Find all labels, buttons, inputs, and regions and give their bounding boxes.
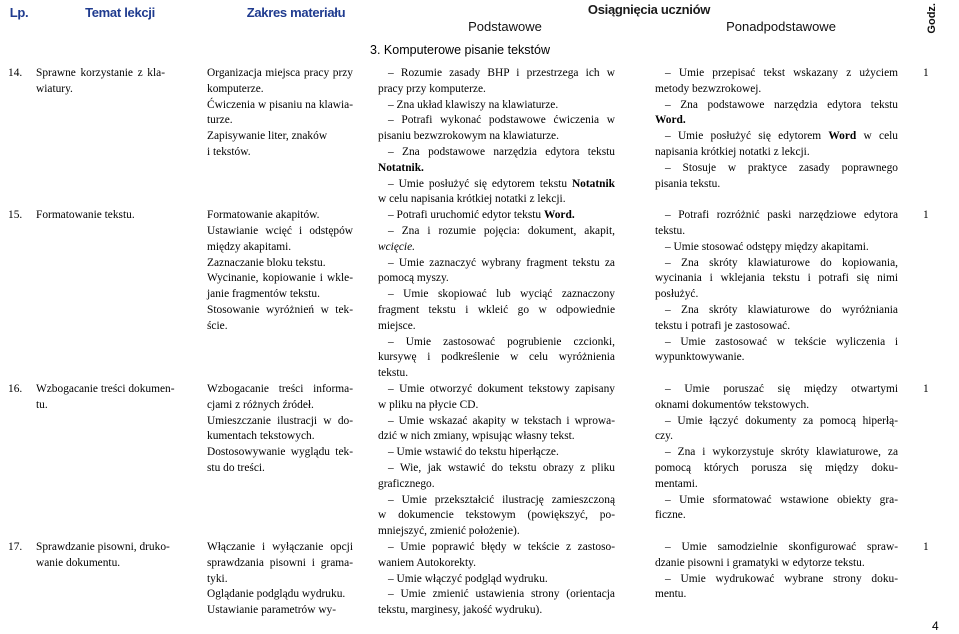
bold-text: Word xyxy=(828,130,857,143)
lesson-topic-cell xyxy=(36,382,207,414)
achievement-item xyxy=(378,572,615,588)
header-scope: Zakres materiału xyxy=(246,5,346,20)
text-line: Stosowanie wyróżnień w tek- xyxy=(207,303,353,316)
text-line xyxy=(378,240,615,256)
text-line: – Rozumie zasady BHP i przestrzega ich w xyxy=(388,67,615,79)
achievement-item xyxy=(378,256,615,288)
lesson-scope xyxy=(207,208,353,334)
lesson-scope-cell xyxy=(207,382,378,477)
text-line: – Potrafi wykonać podstawowe ćwiczenia w xyxy=(388,114,615,127)
lesson-number: 14. xyxy=(8,67,23,79)
text-line: Umieszczanie ilustracji w do- xyxy=(207,414,353,427)
lesson-topic xyxy=(36,382,175,414)
text-line: oknami dokumentów tekstowych. xyxy=(655,398,810,411)
text-line: – Zna skróty klawiaturowe do wyróżniania xyxy=(665,303,898,316)
text-line: w celu napisania krótkiej notatki z lekcji. xyxy=(378,193,566,206)
text-line: – Umie otworzyć dokument tekstowy zapisany xyxy=(388,382,615,395)
text-line: – Umie zmienić ustawienia strony (orientacja xyxy=(388,588,615,601)
section-title: 3. Komputerowe pisanie tekstów xyxy=(370,43,550,57)
scope-item xyxy=(207,587,353,603)
scope-item xyxy=(207,98,353,130)
text-line: – Umie wskazać akapity w tekstach i wprowa- xyxy=(388,414,615,427)
header-hours: Godz. xyxy=(926,3,938,34)
achievement-item xyxy=(655,382,898,414)
scope-item xyxy=(207,208,353,224)
text-line: Sprawdzanie pisowni, druko- xyxy=(36,540,170,553)
text-line: ficzne. xyxy=(655,509,686,522)
achievement-item xyxy=(655,414,898,446)
text-line: wypunktowywanie. xyxy=(655,351,745,364)
header-basic: Podstawowe xyxy=(468,19,542,34)
text-line: – Zna i rozumie pojęcia: dokument, akapit, xyxy=(388,224,615,237)
text-line: – Umie wstawić do tekstu hiperłącze. xyxy=(388,446,559,459)
lesson-row xyxy=(8,66,947,208)
basic-achievements-cell xyxy=(378,66,655,208)
advanced-achievements xyxy=(655,66,898,192)
text-line: Dostosowywanie wyglądu tek- xyxy=(207,446,353,459)
text-line: – Umie zaznaczyć wybrany fragment tekstu za xyxy=(388,256,615,269)
basic-achievements xyxy=(378,66,615,208)
achievement-item xyxy=(655,66,898,98)
advanced-achievements-cell xyxy=(655,540,915,603)
lesson-row xyxy=(8,208,947,382)
achievement-item xyxy=(378,461,615,493)
text-line: janie fragmentów tekstu. xyxy=(207,288,320,301)
basic-achievements xyxy=(378,382,615,540)
text-line: Wzbogacanie treści dokumen- xyxy=(36,382,175,395)
achievement-item xyxy=(655,129,898,161)
achievement-item xyxy=(655,335,898,367)
text-line: dzić w nich zmiany, wpisując własny tekst. xyxy=(378,430,575,443)
achievement-item xyxy=(655,303,898,335)
topic-text xyxy=(36,382,175,414)
achievement-item xyxy=(655,572,898,604)
text-line: stu do treści. xyxy=(207,461,265,474)
scope-item xyxy=(207,603,353,619)
text-line: turze. xyxy=(207,114,233,127)
text-line: – Umie sformatować wstawione obiekty gra- xyxy=(665,493,898,506)
lesson-topic-cell xyxy=(36,66,207,98)
text-line: graficznego. xyxy=(378,477,435,490)
text-line: dzanie pisowni i gramatyki w edytorze tekstu. xyxy=(655,556,865,569)
text-line: w dokumencie tekstowym (powiększyć, po- xyxy=(378,509,615,522)
achievement-item xyxy=(378,445,615,461)
text-line: wanie dokumentu. xyxy=(36,556,121,569)
text-line: – Zna podstawowe narzędzia edytora tekstu xyxy=(388,145,615,158)
text-line: mentami. xyxy=(655,477,698,490)
lesson-topic-cell xyxy=(36,208,207,224)
text-line: Wycinanie, kopiowanie i wkle- xyxy=(207,272,353,285)
scope-item xyxy=(207,382,353,414)
text-line: metody bezwzrokowej. xyxy=(655,82,762,95)
topic-text xyxy=(36,540,170,572)
text-line: – Umie samodzielnie skonfigurować spraw- xyxy=(665,540,898,553)
lesson-hours: 1 xyxy=(923,540,929,553)
achievement-item xyxy=(378,335,615,382)
scope-item xyxy=(207,145,353,161)
text-line: Zaznaczanie bloku tekstu. xyxy=(207,256,326,269)
text-line: pisania tekstu. xyxy=(655,177,721,190)
achievement-item xyxy=(655,540,898,572)
advanced-achievements-cell xyxy=(655,66,915,192)
lesson-row xyxy=(8,382,947,540)
text-line: waniem Autokorekty. xyxy=(378,556,476,569)
text-line: – Zna układ klawiszy na klawiaturze. xyxy=(388,98,559,111)
lesson-topic xyxy=(36,66,165,98)
text-line: Ćwiczenia w pisaniu na klawia- xyxy=(207,98,353,111)
lesson-topic xyxy=(36,208,165,224)
text-line: Oglądanie podglądu wydruku. xyxy=(207,588,346,601)
text-line: wycinania i wklejania tekstu i potrafi się nimi xyxy=(655,272,898,285)
achievement-item xyxy=(378,113,615,145)
lesson-scope-cell xyxy=(207,66,378,161)
text-line: tu. xyxy=(36,398,48,411)
achievement-item xyxy=(655,161,898,193)
topic-text xyxy=(36,66,165,98)
achievement-item xyxy=(655,240,898,256)
achievement-item xyxy=(378,414,615,446)
lesson-scope-cell xyxy=(207,540,378,619)
lesson-table xyxy=(8,66,947,619)
lesson-hours: 1 xyxy=(923,382,929,395)
text-line: czy. xyxy=(655,430,673,443)
achievement-item xyxy=(378,208,615,224)
text-line: między akapitami. xyxy=(207,240,292,253)
lesson-hours: 1 xyxy=(923,209,929,222)
text-line: – Stosuje w praktyce zasady poprawnego xyxy=(665,161,898,174)
text-segment: w celu xyxy=(856,130,898,143)
bold-text: Notatnik. xyxy=(378,161,424,174)
text-line: tyki. xyxy=(207,572,228,585)
achievement-item xyxy=(378,177,615,209)
lesson-scope xyxy=(207,382,353,477)
achievement-item xyxy=(655,208,898,240)
text-line: – Wie, jak wstawić do tekstu obrazy z pliku xyxy=(388,461,615,474)
text-line: tekstu i potrafi je zastosować. xyxy=(655,319,791,332)
text-line: – Umie stosować odstępy między akapitami. xyxy=(665,240,869,253)
lesson-scope xyxy=(207,66,353,161)
text-line: pomocą myszy. xyxy=(378,272,449,285)
lesson-number: 17. xyxy=(8,540,23,553)
text-line xyxy=(378,208,615,224)
lesson-number: 16. xyxy=(8,382,23,395)
scope-item xyxy=(207,66,353,98)
advanced-achievements-cell xyxy=(655,382,915,524)
scope-item xyxy=(207,271,353,303)
text-line: kumentach tekstowych. xyxy=(207,430,315,443)
achievement-item xyxy=(378,587,615,619)
text-line: kursywę i podkreślenie w celu wyróżnienia xyxy=(378,351,615,364)
achievement-item xyxy=(655,493,898,525)
text-line: i tekstów. xyxy=(207,145,251,158)
scope-item xyxy=(207,445,353,477)
scope-item xyxy=(207,303,353,335)
lesson-hours: 1 xyxy=(923,67,929,79)
text-line: Ustawianie parametrów wy- xyxy=(207,604,337,617)
lesson-scope-cell xyxy=(207,208,378,334)
text-line: fragment tekstu i wkleić go w odpowiednie xyxy=(378,303,615,316)
advanced-achievements xyxy=(655,208,898,366)
page-number: 4 xyxy=(932,619,939,633)
advanced-achievements-cell xyxy=(655,208,915,366)
scope-item xyxy=(207,414,353,446)
achievement-item xyxy=(378,382,615,414)
text-line: Sprawne korzystanie z kla- xyxy=(36,67,165,79)
basic-achievements-cell xyxy=(378,540,655,619)
text-line: mniejszyć, zmienić położenie). xyxy=(378,525,520,538)
text-line xyxy=(655,129,898,145)
text-line: – Umie przekształcić ilustrację zamieszczoną xyxy=(388,493,615,506)
scope-item xyxy=(207,224,353,256)
text-line: tekstu. xyxy=(378,367,409,380)
scope-item xyxy=(207,256,353,272)
text-line: – Zna skróty klawiaturowe do kopiowania, xyxy=(665,256,898,269)
achievement-item xyxy=(655,256,898,303)
text-line: pracy przy komputerze. xyxy=(378,82,486,95)
text-line: tekstu, marginesy, jakość wydruku). xyxy=(378,604,543,617)
text-line: – Umie poprawić błędy w tekście z zastoso- xyxy=(388,540,615,553)
text-line: – Zna podstawowe narzędzia edytora tekstu xyxy=(665,98,898,111)
text-line: – Umie przepisać tekst wskazany z użyciem xyxy=(665,67,898,79)
text-line: – Zna i wykorzystuje skróty klawiaturowe, za xyxy=(665,446,898,459)
text-line: Formatowanie tekstu. xyxy=(36,209,135,222)
text-line: miejsce. xyxy=(378,319,416,332)
text-line: posłużyć. xyxy=(655,288,699,301)
header-achievements: Osiągnięcia uczniów xyxy=(587,2,711,17)
basic-achievements-cell xyxy=(378,208,655,382)
text-line: mentu. xyxy=(655,588,687,601)
text-line: pomocą których porusza się między doku- xyxy=(655,461,898,474)
text-line: sprawdzania pisowni i grama- xyxy=(207,556,353,569)
achievement-item xyxy=(655,98,898,130)
basic-achievements xyxy=(378,540,615,619)
text-line: Włączanie i wyłączanie opcji xyxy=(207,540,353,553)
text-line: – Umie wydrukować wybrane strony doku- xyxy=(665,572,898,585)
text-line: – Umie poruszać się między otwartymi xyxy=(665,382,898,395)
advanced-achievements xyxy=(655,382,898,524)
text-segment: – Potrafi uruchomić edytor tekstu xyxy=(388,209,544,222)
text-line: Ustawianie wcięć i odstępów xyxy=(207,224,353,237)
achievement-item xyxy=(378,287,615,334)
text-line xyxy=(655,113,898,129)
header-topic: Temat lekcji xyxy=(85,5,155,20)
text-line: – Potrafi rozróżnić paski narzędziowe edytora xyxy=(665,209,898,222)
text-line: komputerze. xyxy=(207,82,264,95)
text-segment: – Umie posłużyć się edytorem xyxy=(665,130,829,143)
scope-item xyxy=(207,540,353,587)
lesson-scope xyxy=(207,540,353,619)
achievement-item xyxy=(378,224,615,256)
text-line: pisaniu bezwzrokowym na klawiaturze. xyxy=(378,130,559,143)
text-line: ście. xyxy=(207,319,228,332)
achievement-item xyxy=(655,445,898,492)
achievement-item xyxy=(378,540,615,572)
text-line: tekstu. xyxy=(655,224,686,237)
lesson-number: 15. xyxy=(8,209,23,222)
achievement-item xyxy=(378,98,615,114)
bold-text: Notatnik xyxy=(571,177,615,190)
scope-item xyxy=(207,129,353,145)
text-line: – Umie włączyć podgląd wydruku. xyxy=(388,572,548,585)
header-advanced: Ponadpodstawowe xyxy=(726,19,836,34)
text-line: – Umie łączyć dokumenty za pomocą hiperłą- xyxy=(665,414,898,427)
achievement-item xyxy=(378,493,615,540)
bold-text: Word. xyxy=(543,209,575,222)
text-line: Organizacja miejsca pracy przy xyxy=(207,67,353,79)
text-line: cjami z różnych źródeł. xyxy=(207,398,314,411)
lesson-row xyxy=(8,540,947,619)
text-line: w pliku na płycie CD. xyxy=(378,398,479,411)
lesson-topic xyxy=(36,540,170,572)
text-segment: – Umie posłużyć się edytorem tekstu xyxy=(388,177,572,190)
text-line: Wzbogacanie treści informa- xyxy=(207,382,353,395)
text-line: – Umie zastosować pogrubienie czcionki, xyxy=(388,335,615,348)
basic-achievements xyxy=(378,208,615,382)
advanced-achievements xyxy=(655,540,898,603)
text-line: Zapisywanie liter, znaków xyxy=(207,130,328,143)
text-line: – Umie zastosować w tekście wyliczenia i xyxy=(665,335,898,348)
text-line: wiatury. xyxy=(36,82,73,95)
achievement-item xyxy=(378,66,615,98)
text-line: Formatowanie akapitów. xyxy=(207,209,320,222)
text-line xyxy=(378,177,615,193)
text-line xyxy=(378,161,615,177)
lesson-topic-cell xyxy=(36,540,207,572)
bold-text: Word. xyxy=(655,114,686,127)
header-lp: Lp. xyxy=(9,5,29,20)
text-line: – Umie skopiować lub wyciąć zaznaczony xyxy=(388,288,615,301)
text-line: napisania krótkiej notatki z lekcji. xyxy=(655,145,810,158)
italic-text: wcięcie. xyxy=(378,240,415,253)
topic-text xyxy=(36,208,165,224)
basic-achievements-cell xyxy=(378,382,655,540)
achievement-item xyxy=(378,145,615,177)
